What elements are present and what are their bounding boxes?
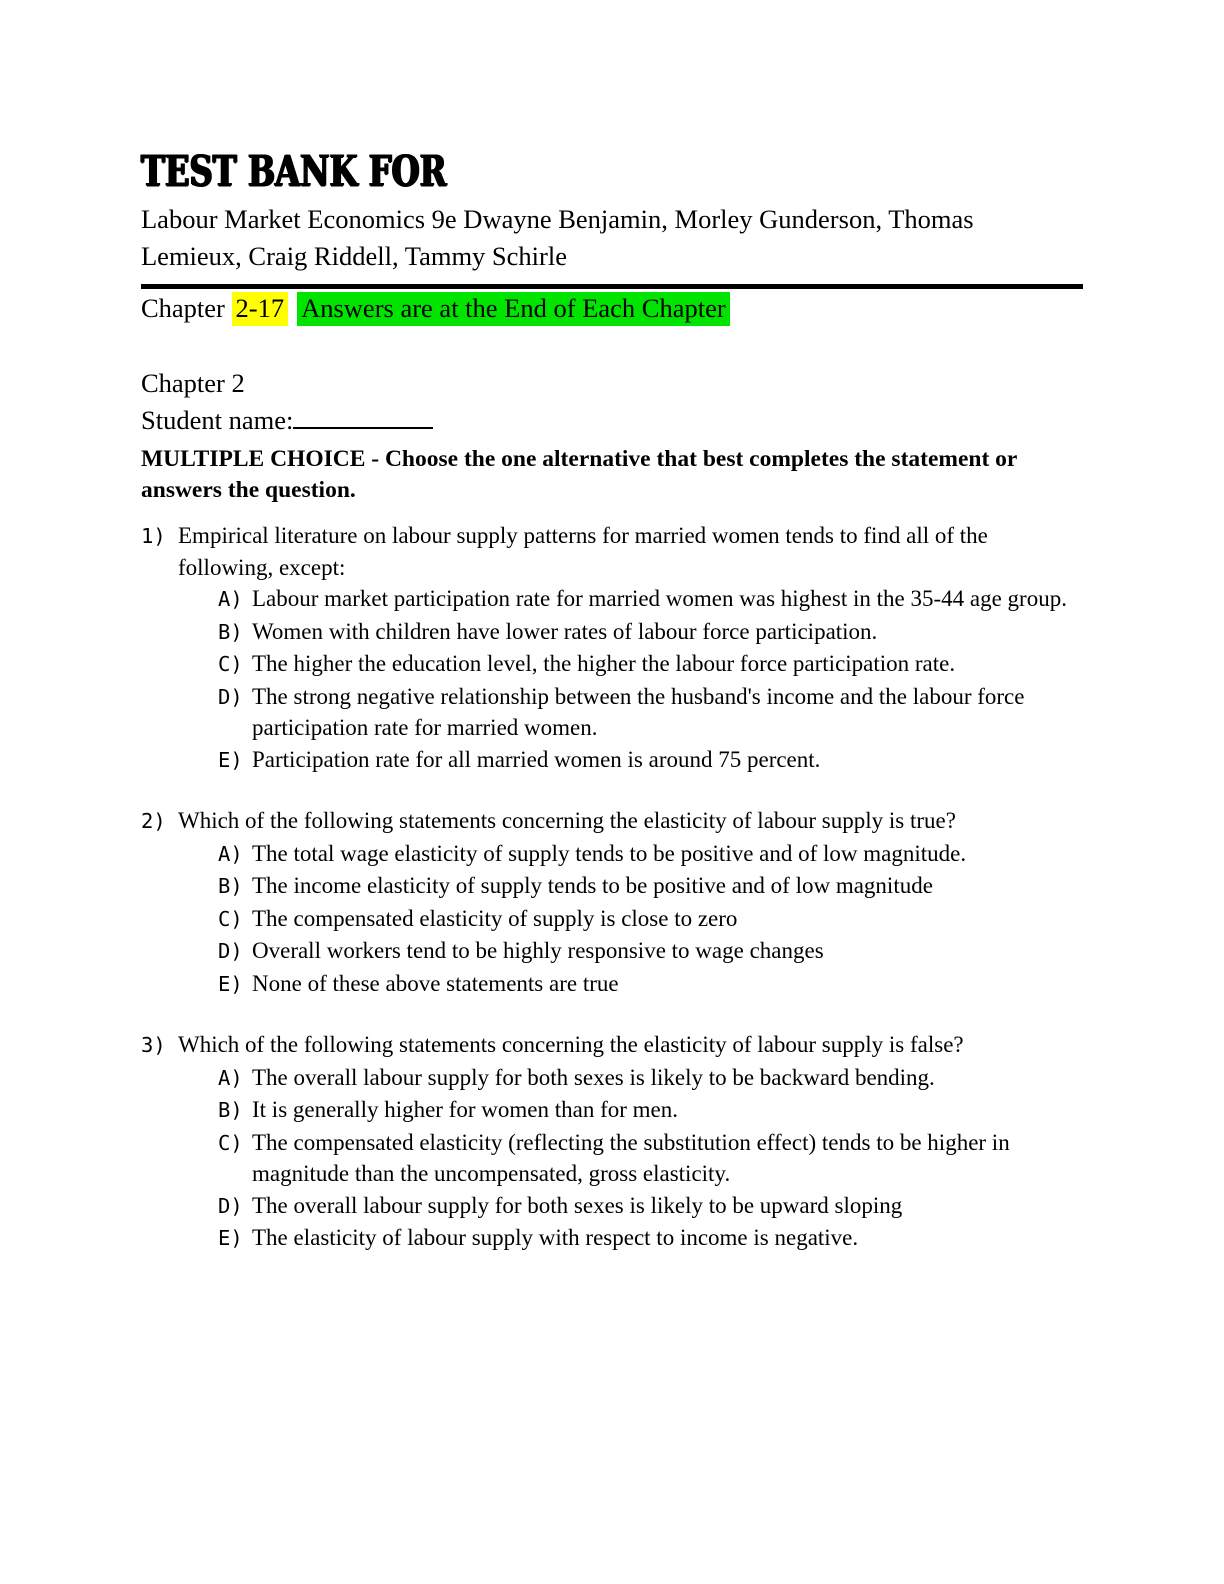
option-letter: E) — [218, 971, 243, 996]
option-row — [218, 870, 1086, 903]
question-list — [141, 520, 1086, 1255]
option-text: The overall labour supply for both sexes is likely to be backward bending. — [252, 1064, 935, 1090]
question-stem-row — [141, 520, 1086, 583]
question-stem-row — [141, 805, 1086, 838]
option-row — [218, 1094, 1086, 1127]
option-row — [218, 1062, 1086, 1095]
question-stem-row — [141, 1029, 1086, 1062]
option-letter: A) — [218, 841, 243, 866]
divider-rule — [141, 284, 1083, 289]
option-text: Overall workers tend to be highly responsive to wage changes — [252, 938, 824, 963]
option-letter: D) — [218, 684, 243, 709]
student-name-line — [141, 402, 1083, 439]
question-item — [141, 1029, 1086, 1255]
option-letter: B) — [218, 619, 243, 644]
question-item — [141, 520, 1086, 776]
option-list — [141, 583, 1086, 776]
option-text: It is generally higher for women than for men. — [252, 1097, 679, 1122]
option-row — [218, 616, 1086, 649]
option-text: The compensated elasticity (reflecting the substitution effect) tends to be higher in magnitude than the uncompensated, gross elasticity. — [252, 1129, 1010, 1186]
option-row — [218, 903, 1086, 936]
option-list — [141, 838, 1086, 1001]
option-text: Participation rate for all married women is around 75 percent. — [252, 746, 821, 772]
option-text: Women with children have lower rates of labour force participation. — [252, 618, 878, 644]
option-row — [218, 681, 1086, 744]
option-letter: D) — [218, 939, 243, 963]
option-row — [218, 583, 1086, 616]
option-letter: A) — [218, 587, 243, 611]
option-text: Labour market participation rate for married women was highest in the 35-44 age group. — [252, 586, 1067, 611]
option-text: The elasticity of labour supply with respect to income is negative. — [252, 1225, 859, 1250]
option-letter: E) — [218, 1226, 243, 1250]
option-text: The strong negative relationship between the husband's income and the labour force participation rate for married women. — [252, 683, 1025, 740]
option-text: The compensated elasticity of supply is close to zero — [252, 905, 738, 931]
chapter-heading: Chapter 2 — [141, 368, 245, 398]
chapter-range-highlight: 2-17 — [232, 292, 289, 326]
option-row — [218, 1222, 1086, 1255]
option-row — [218, 1127, 1086, 1190]
option-text: The higher the education level, the higher the labour force participation rate. — [252, 651, 956, 676]
option-letter: B) — [218, 1098, 243, 1122]
question-text: Which of the following statements concerning the elasticity of labour supply is false? — [178, 1032, 964, 1057]
page-title: TEST BANK FOR — [141, 146, 447, 196]
student-name-blank — [293, 405, 433, 429]
option-letter: E) — [218, 747, 243, 772]
question-number: 2) — [141, 809, 166, 833]
option-letter: A) — [218, 1065, 243, 1090]
option-row — [218, 838, 1086, 871]
option-letter: D) — [218, 1193, 243, 1218]
chapter-prefix-label: Chapter — [141, 293, 232, 323]
option-row — [218, 1190, 1086, 1223]
book-subtitle: Labour Market Economics 9e Dwayne Benjamin, Morley Gunderson, Thomas Lemieux, Craig Riddell, Tammy Schirle — [141, 204, 974, 271]
option-row — [218, 744, 1086, 777]
option-row — [218, 935, 1086, 968]
option-row — [218, 648, 1086, 681]
answers-note-highlight: Answers are at the End of Each Chapter — [297, 292, 730, 326]
option-letter: C) — [218, 906, 243, 931]
multiple-choice-instructions: MULTIPLE CHOICE - Choose the one alternative that best completes the statement or answers the question. — [141, 446, 1017, 503]
option-list — [141, 1062, 1086, 1255]
question-number: 1) — [141, 524, 166, 548]
chapter-range-line — [141, 291, 1083, 325]
option-text: The income elasticity of supply tends to be positive and of low magnitude — [252, 873, 933, 898]
student-name-label: Student name: — [141, 405, 294, 435]
option-letter: C) — [218, 1130, 243, 1155]
option-text: The total wage elasticity of supply tends to be positive and of low magnitude. — [252, 840, 967, 866]
option-letter: C) — [218, 652, 243, 676]
question-text: Empirical literature on labour supply patterns for married women tends to find all of the following, except: — [178, 523, 988, 580]
option-text: None of these above statements are true — [252, 970, 619, 996]
question-number: 3) — [141, 1033, 166, 1057]
option-letter: B) — [218, 874, 243, 898]
question-item — [141, 805, 1086, 1000]
question-text: Which of the following statements concerning the elasticity of labour supply is true? — [178, 808, 956, 833]
option-text: The overall labour supply for both sexes is likely to be upward sloping — [252, 1192, 903, 1218]
option-row — [218, 968, 1086, 1001]
